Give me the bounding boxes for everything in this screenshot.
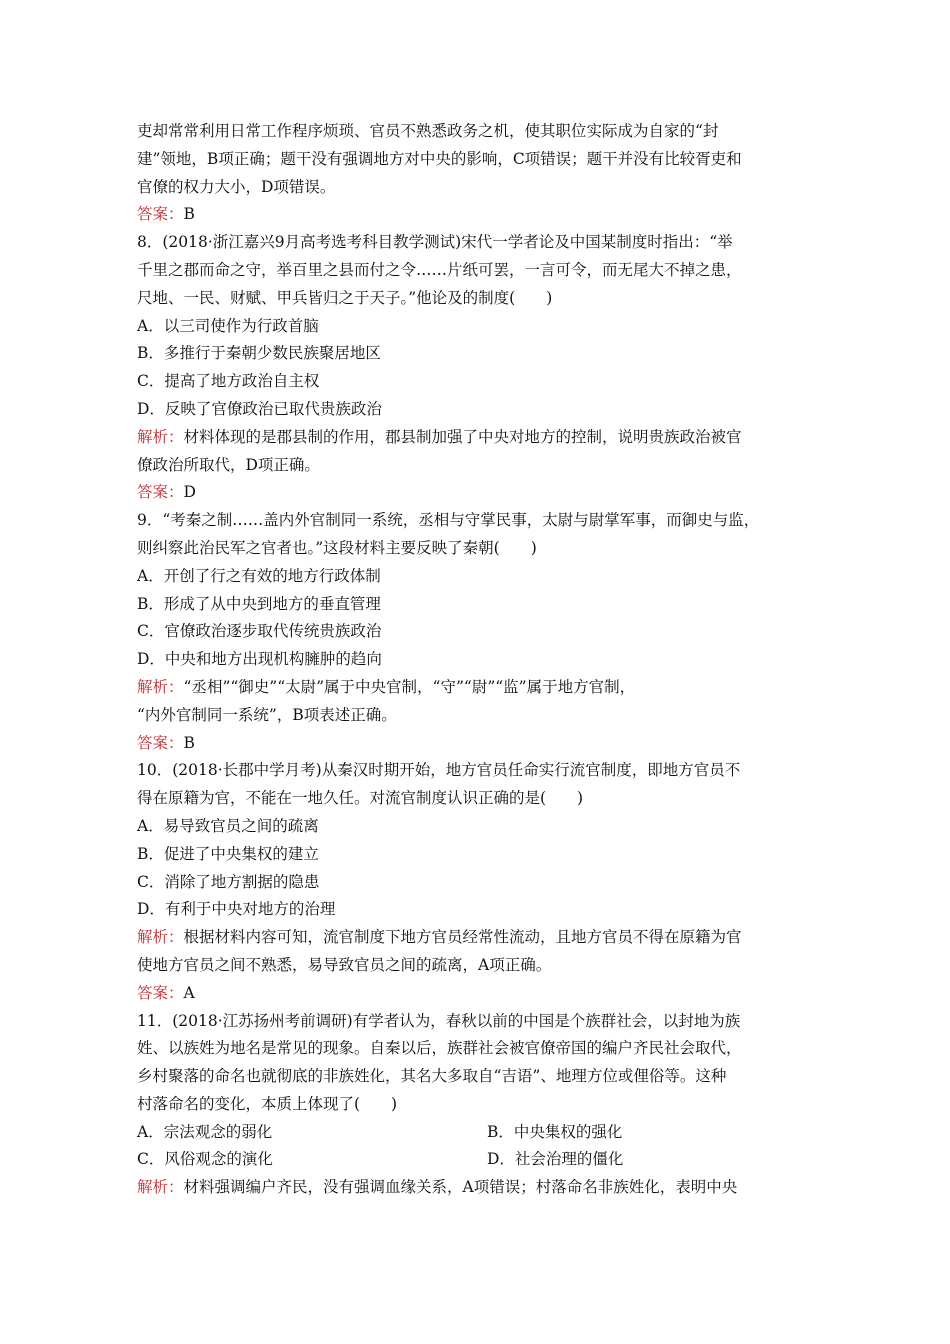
labeled-line (137, 424, 813, 452)
text-line: C．官僚政治逐步取代传统贵族政治 (137, 622, 382, 641)
text-line: B．形成了从中央到地方的垂直管理 (137, 594, 381, 613)
answer-label: 解析： (137, 1178, 184, 1197)
answer-label: 解析： (137, 677, 184, 696)
labeled-text: 材料强调编户齐民，没有强调血缘关系，A项错误；村落命名非族姓化，表明中央 (183, 1178, 738, 1197)
text-line: D．中央和地方出现机构臃肿的趋向 (137, 650, 382, 669)
text-line: C．提高了地方政治自主权 (137, 372, 320, 391)
text-line: 11．(2018·江苏扬州考前调研)有学者认为，春秋以前的中国是个族群社会，以封地为族 (137, 1011, 741, 1030)
labeled-line (137, 980, 813, 1008)
answer-label: 解析： (137, 427, 184, 446)
text-line: D．有利于中央对地方的治理 (137, 900, 336, 919)
labeled-line (137, 730, 813, 758)
labeled-text: “丞相”“御史”“太尉”属于中央官制，“守”“尉”“监”属于地方官制， (183, 677, 636, 696)
text-line: A．开创了行之有效的地方行政体制 (137, 566, 381, 585)
labeled-line (137, 201, 813, 229)
answer-label: 答案： (137, 733, 184, 752)
answer-label: 解析： (137, 928, 184, 947)
text-line: B．多推行于秦朝少数民族聚居地区 (137, 344, 381, 363)
text-line: “内外官制同一系统”，B项表述正确。 (137, 705, 397, 724)
labeled-line (137, 924, 813, 952)
option-row (137, 1119, 813, 1147)
text-line: B．促进了中央集权的建立 (137, 844, 319, 863)
text-line: A．以三司使作为行政首脑 (137, 316, 319, 335)
labeled-text: B (183, 205, 195, 224)
document-page (137, 118, 813, 1202)
text-line: 得在原籍为官，不能在一地久任。对流官制度认识正确的是( ) (137, 789, 584, 808)
text-line: 村落命名的变化，本质上体现了( ) (137, 1094, 398, 1113)
labeled-text: D (183, 483, 196, 502)
labeled-line (137, 479, 813, 507)
text-line: 则纠察此治民军之官者也。”这段材料主要反映了秦朝( ) (137, 538, 537, 557)
text-line: C．消除了地方割据的隐患 (137, 872, 320, 891)
text-line: 乡村聚落的命名也就彻底的非族姓化，其名大多取自“吉语”、地理方位或俚俗等。这种 (137, 1067, 727, 1086)
text-line: 9．“考秦之制……盖内外官制同一系统，丞相与守掌民事，太尉与尉掌军事，而御史与监， (137, 511, 760, 530)
text-line: A．易导致官员之间的疏离 (137, 816, 319, 835)
text-line: 使地方官员之间不熟悉，易导致官员之间的疏离，A项正确。 (137, 955, 552, 974)
text-line: 8．(2018·浙江嘉兴9月高考选考科目教学测试)宋代一学者论及中国某制度时指出：“举 (137, 233, 733, 252)
answer-label: 答案： (137, 483, 184, 502)
text-line: 10．(2018·长郡中学月考)从秦汉时期开始，地方官员任命实行流官制度，即地方官员不 (137, 761, 741, 780)
option-row (137, 1146, 813, 1174)
labeled-line (137, 674, 813, 702)
option-left: C．风俗观念的演化 (137, 1150, 273, 1169)
labeled-text: 材料体现的是郡县制的作用，郡县制加强了中央对地方的控制，说明贵族政治被官 (183, 427, 742, 446)
text-line: 姓、以族姓为地名是常见的现象。自秦以后，族群社会被官僚帝国的编户齐民社会取代， (137, 1039, 742, 1058)
labeled-text: A (183, 983, 195, 1002)
text-line: 尺地、一民、财赋、甲兵皆归之于天子。”他论及的制度( ) (137, 288, 553, 307)
labeled-text: 根据材料内容可知，流官制度下地方官员经常性流动，且地方官员不得在原籍为官 (183, 928, 742, 947)
option-right: D．社会治理的僵化 (487, 1150, 624, 1169)
labeled-line (137, 1174, 813, 1202)
text-line: 建”领地，B项正确；题干没有强调地方对中央的影响，C项错误；题干并没有比较胥吏和 (137, 149, 742, 168)
answer-label: 答案： (137, 983, 184, 1002)
text-line: 官僚的权力大小，D项错误。 (137, 177, 336, 196)
text-line: 僚政治所取代，D项正确。 (137, 455, 320, 474)
option-right: B．中央集权的强化 (487, 1122, 623, 1141)
answer-label: 答案： (137, 205, 184, 224)
labeled-text: B (183, 733, 195, 752)
text-line: 千里之郡而命之守，举百里之县而付之令……片纸可罢，一言可令，而无尾大不掉之患， (137, 260, 742, 279)
text-line: 吏却常常利用日常工作程序烦琐、官员不熟悉政务之机，使其职位实际成为自家的“封 (137, 122, 719, 140)
option-left: A．宗法观念的弱化 (137, 1122, 273, 1141)
text-line: D．反映了官僚政治已取代贵族政治 (137, 399, 382, 418)
